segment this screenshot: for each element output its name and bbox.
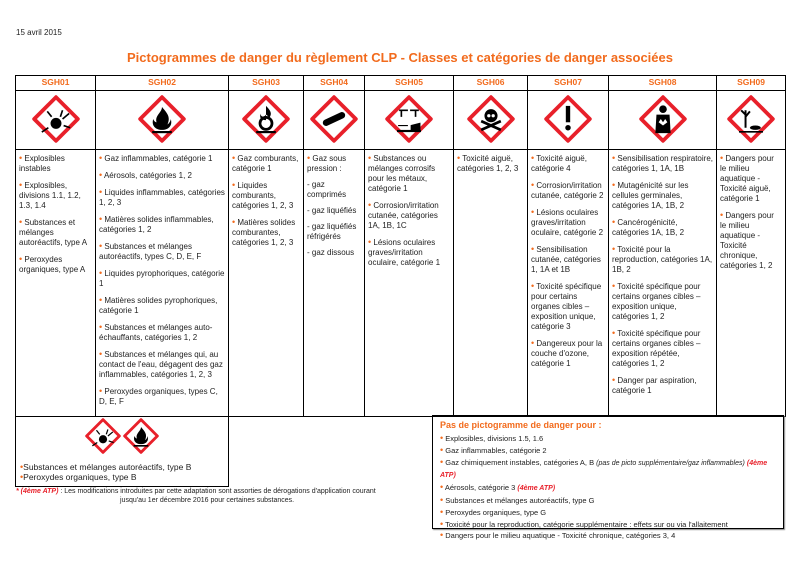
hazard-subitem: - gaz liquéfiés réfrigérés <box>307 222 357 241</box>
bullet-icon: • <box>531 281 535 291</box>
hazard-text: Explosibles instables <box>19 154 65 173</box>
hazard-text: Sensibilisation respiratoire, catégories 1, 1A, 1B <box>612 154 713 173</box>
hazard-item <box>612 281 713 322</box>
no-picto-item <box>440 445 783 457</box>
hazard-text: Toxicité aiguë, catégories 1, 2, 3 <box>457 154 519 173</box>
hazard-item <box>612 217 713 238</box>
column-header: SGH04 <box>304 76 365 91</box>
hazard-text: Substances et mélanges qui, au contact de l'eau, dégagent des gaz inflammables, catégories 1, 2, 3 <box>99 350 223 379</box>
bullet-icon: • <box>612 281 616 291</box>
no-picto-item <box>440 495 783 507</box>
hazard-text: Lésions oculaires graves/irritation oculaire, catégorie 1 <box>368 238 441 267</box>
hazard-item <box>307 153 361 174</box>
pictogram-cell <box>229 91 304 150</box>
hazard-item <box>19 217 92 248</box>
hazard-list <box>609 150 717 417</box>
hazard-text: Lésions oculaires graves/irritation oculaire, catégorie 2 <box>531 208 604 237</box>
hazard-item <box>612 153 713 174</box>
hazard-text: Substances et mélanges autoréactifs, types C, D, E, F <box>99 242 202 261</box>
pictogram-cell <box>304 91 365 150</box>
pictogram-cell <box>365 91 454 150</box>
hazard-item <box>99 214 225 235</box>
hazard-list <box>304 150 365 417</box>
flame-icon <box>138 95 186 143</box>
bullet-icon: • <box>440 482 444 493</box>
flame-over-circle-icon <box>242 95 290 143</box>
exclamation-mark-icon <box>544 95 592 143</box>
bullet-icon: • <box>99 170 103 180</box>
no-picto-item <box>440 530 783 542</box>
hazard-text: Toxicité spécifique pour certains organes cibles – exposition unique, catégorie 3 <box>531 282 602 331</box>
hazard-item <box>232 153 300 174</box>
hazard-subitem: - gaz comprimés <box>307 180 347 199</box>
hazard-item <box>457 153 524 174</box>
bullet-icon: • <box>99 295 103 305</box>
bullet-icon: • <box>99 386 103 396</box>
no-picto-text: Substances et mélanges autoréactifs, type G <box>445 495 595 505</box>
hazard-text: Toxicité spécifique pour certains organes cibles – exposition unique, catégories 1, 2 <box>612 282 701 321</box>
hazard-item <box>99 386 225 407</box>
bullet-icon: • <box>531 207 535 217</box>
bullet-icon: • <box>19 217 23 227</box>
hazard-text: Matières solides inflammables, catégories 1, 2 <box>99 215 214 234</box>
hazard-list <box>717 150 786 417</box>
hazard-text: Peroxydes organiques, type A <box>19 255 86 274</box>
hazard-text: Substances et mélanges autoréactifs, type A <box>19 218 88 247</box>
hazard-text: Liquides inflammables, catégories 1, 2, 3 <box>99 188 225 207</box>
bullet-icon: • <box>99 322 103 332</box>
column-header: SGH05 <box>365 76 454 91</box>
hazard-item <box>531 207 605 238</box>
no-picto-item <box>440 519 783 531</box>
bullet-icon: • <box>612 180 616 190</box>
column-header: SGH01 <box>16 76 96 91</box>
hazard-item <box>99 322 225 343</box>
bullet-icon: • <box>440 518 444 529</box>
hazard-subitem: - gaz liquéfiés <box>307 206 357 215</box>
hazard-text: Matières solides pyrophoriques, catégorie 1 <box>99 296 218 315</box>
pictogram-cell <box>454 91 528 150</box>
hazard-item <box>19 180 92 211</box>
column-header: SGH09 <box>717 76 786 91</box>
bullet-icon: • <box>440 444 444 455</box>
bullet-icon: • <box>232 153 236 163</box>
bullet-icon: • <box>440 494 444 505</box>
hazard-text: Dangereux pour la couche d'ozone, catégorie 1 <box>531 339 603 368</box>
bullet-icon: • <box>531 338 535 348</box>
pictogram-cell <box>609 91 717 150</box>
hazard-text: Dangers pour le milieu aquatique - Toxicité aiguë, catégorie 1 <box>720 154 774 203</box>
hazard-item <box>99 349 225 380</box>
hazard-list <box>229 150 304 417</box>
bullet-icon: • <box>99 241 103 251</box>
no-picto-text: Explosibles, divisions 1.5, 1.6 <box>445 434 544 443</box>
bullet-icon: • <box>440 530 444 541</box>
health-hazard-icon <box>639 95 687 143</box>
column-header: SGH03 <box>229 76 304 91</box>
hazard-item <box>531 281 605 332</box>
no-picto-text: Peroxydes organiques, type G <box>445 507 547 517</box>
page-title: Pictogrammes de danger du règlement CLP - Classes et catégories de danger associées <box>127 50 673 65</box>
no-picto-text: Aérosols, catégorie 3 <box>444 483 516 493</box>
bullet-icon: • <box>99 268 103 278</box>
bullet-icon: • <box>531 244 535 254</box>
bullet-icon: • <box>368 200 372 210</box>
hazard-item <box>99 170 225 181</box>
hazard-item <box>531 338 605 369</box>
skull-crossbones-icon <box>467 95 515 143</box>
bullet-icon: • <box>612 244 616 254</box>
hazard-text: Substances ou mélanges corrosifs pour les métaux, catégorie 1 <box>368 154 436 193</box>
hazard-text: Corrosion/irritation cutanée, catégories 1A, 1B, 1C <box>368 201 439 230</box>
hazard-list <box>96 150 229 417</box>
hazard-text: Toxicité pour la reproduction, catégories 1A, 1B, 2 <box>612 245 713 274</box>
corrosion-icon <box>385 95 433 143</box>
hazard-item <box>612 328 713 369</box>
hazard-list <box>365 150 454 417</box>
hazard-item <box>99 241 225 262</box>
hazard-text: Corrosion/irritation cutanée, catégorie 2 <box>531 181 604 200</box>
hazard-item <box>99 268 225 289</box>
no-picto-text: Toxicité pour la reproduction, catégorie supplémentaire : effets sur ou via l'allaitement <box>445 519 728 529</box>
no-picto-item <box>440 507 783 519</box>
column-header: SGH08 <box>609 76 717 91</box>
no-picto-text: Dangers pour le milieu aquatique - Toxicité chronique, catégories 3, 4 <box>445 531 676 541</box>
hazard-list <box>16 150 96 417</box>
bullet-icon: • <box>19 254 23 264</box>
bullet-icon: • <box>612 217 616 227</box>
column-header: SGH06 <box>454 76 528 91</box>
hazard-text: Sensibilisation cutanée, catégories 1, 1A et 1B <box>531 245 601 274</box>
bullet-icon: • <box>232 180 236 190</box>
hazard-text: Gaz inflammables, catégorie 1 <box>104 154 213 163</box>
exploding-bomb-icon <box>32 95 80 143</box>
environment-icon <box>727 95 775 143</box>
column-header: SGH07 <box>528 76 609 91</box>
pictogram-cell <box>16 91 96 150</box>
hazard-text: Mutagénicité sur les cellules germinales, catégories 1A, 1B, 2 <box>612 181 689 210</box>
hazard-item <box>19 254 92 275</box>
bullet-icon: • <box>368 237 372 247</box>
pictogram-cell <box>717 91 786 150</box>
bullet-icon: • <box>612 375 616 385</box>
hazard-item <box>232 180 300 211</box>
bullet-icon: • <box>19 153 23 163</box>
exploding-bomb-icon <box>85 418 121 454</box>
hazard-text: Substances et mélanges auto-échauffants, catégories 1, 2 <box>99 323 213 342</box>
no-pictogram-box <box>432 415 784 541</box>
bullet-icon: • <box>368 153 372 163</box>
bullet-icon: • <box>531 180 535 190</box>
hazard-item <box>531 180 605 201</box>
pictogram-cell <box>96 91 229 150</box>
hazard-text: Aérosols, catégories 1, 2 <box>103 171 192 180</box>
hazard-item <box>531 153 605 174</box>
no-picto-item <box>440 457 783 483</box>
bullet-icon: • <box>99 214 103 224</box>
combo-text: Substances et mélanges autoréactifs, type B <box>23 462 192 472</box>
hazard-text: Cancérogénicité, catégories 1A, 1B, 2 <box>612 218 685 237</box>
bullet-icon: • <box>20 472 24 482</box>
hazard-text: Liquides comburants, catégories 1, 2, 3 <box>232 181 294 210</box>
hazard-text: Matières solides comburantes, catégories 1, 2, 3 <box>232 218 296 247</box>
hazard-item <box>531 244 605 275</box>
footnote <box>16 487 376 505</box>
no-pictogram-heading: Pas de pictogramme de danger pour : <box>440 420 602 430</box>
bullet-icon: • <box>99 349 103 359</box>
hazard-text: Peroxydes organiques, types C, D, E, F <box>99 387 218 406</box>
hazard-item <box>720 153 782 204</box>
hazard-text: Gaz sous pression : <box>307 154 347 173</box>
bullet-icon: • <box>20 462 24 472</box>
bullet-icon: • <box>99 153 103 163</box>
combo-item <box>20 462 228 472</box>
hazard-text: Gaz comburants, catégorie 1 <box>232 154 299 173</box>
bullet-icon: • <box>307 153 311 163</box>
hazard-item <box>232 217 300 248</box>
hazard-list <box>528 150 609 417</box>
hazard-item <box>368 237 450 268</box>
flame-icon <box>123 418 159 454</box>
hazard-list <box>454 150 528 417</box>
hazard-text: Toxicité aiguë, catégorie 4 <box>531 154 587 173</box>
date: 15 avril 2015 <box>16 28 62 37</box>
hazard-item <box>19 153 92 174</box>
bullet-icon: • <box>612 153 616 163</box>
no-picto-text: Gaz chimiquement instables, catégories A, B <box>445 457 595 467</box>
no-picto-item <box>440 482 783 495</box>
hazard-item <box>368 153 450 194</box>
hazard-item <box>612 180 713 211</box>
bullet-icon: • <box>720 210 724 220</box>
column-header: SGH02 <box>96 76 229 91</box>
footnote-text-2: jusqu'au 1er décembre 2016 pour certaines substances. <box>120 497 295 504</box>
hazard-item <box>368 200 450 231</box>
bullet-icon: • <box>440 433 444 443</box>
hazard-text: Dangers pour le milieu aquatique - Toxicité chronique, catégories 1, 2 <box>720 211 774 270</box>
combo-item <box>20 472 228 482</box>
gas-cylinder-icon <box>310 95 358 143</box>
combined-pictograms-box <box>15 411 229 487</box>
footnote-text: : Les modifications introduites par cette adaptation sont assorties de dérogations d'application courant <box>58 488 376 495</box>
hazard-item <box>612 244 713 275</box>
combo-text: Peroxydes organiques, type B <box>23 472 137 482</box>
atp-note: (4ème ATP) <box>440 459 768 480</box>
hazard-text: Explosibles, divisions 1.1, 1.2, 1.3, 1.4 <box>19 181 81 210</box>
hazard-text: Liquides pyrophoriques, catégorie 1 <box>99 269 225 288</box>
bullet-icon: • <box>232 217 236 227</box>
no-picto-item <box>440 433 783 445</box>
footnote-marker: * (4ème ATP) <box>16 488 59 495</box>
bullet-icon: • <box>440 456 444 467</box>
hazard-item <box>99 295 225 316</box>
pictogram-cell <box>528 91 609 150</box>
atp-note: (4ème ATP) <box>517 485 556 493</box>
no-picto-text: Gaz inflammables, catégorie 2 <box>445 445 547 455</box>
bullet-icon: • <box>19 180 23 190</box>
bullet-icon: • <box>612 328 616 338</box>
hazard-item <box>612 375 713 396</box>
bullet-icon: • <box>720 153 724 163</box>
pictogram-table <box>15 75 786 417</box>
bullet-icon: • <box>457 153 461 163</box>
note-italic: (pas de picto supplémentaire/gaz inflammables) <box>596 459 745 467</box>
hazard-item <box>99 153 225 164</box>
hazard-item <box>720 210 782 271</box>
hazard-text: Danger par aspiration, catégorie 1 <box>612 376 697 395</box>
hazard-item <box>99 187 225 208</box>
hazard-text: Toxicité spécifique pour certains organes cibles – exposition répétée, catégories 1, 2 <box>612 329 701 368</box>
hazard-subitem: - gaz dissous <box>307 248 355 257</box>
bullet-icon: • <box>99 187 103 197</box>
bullet-icon: • <box>440 506 444 517</box>
bullet-icon: • <box>531 153 535 163</box>
